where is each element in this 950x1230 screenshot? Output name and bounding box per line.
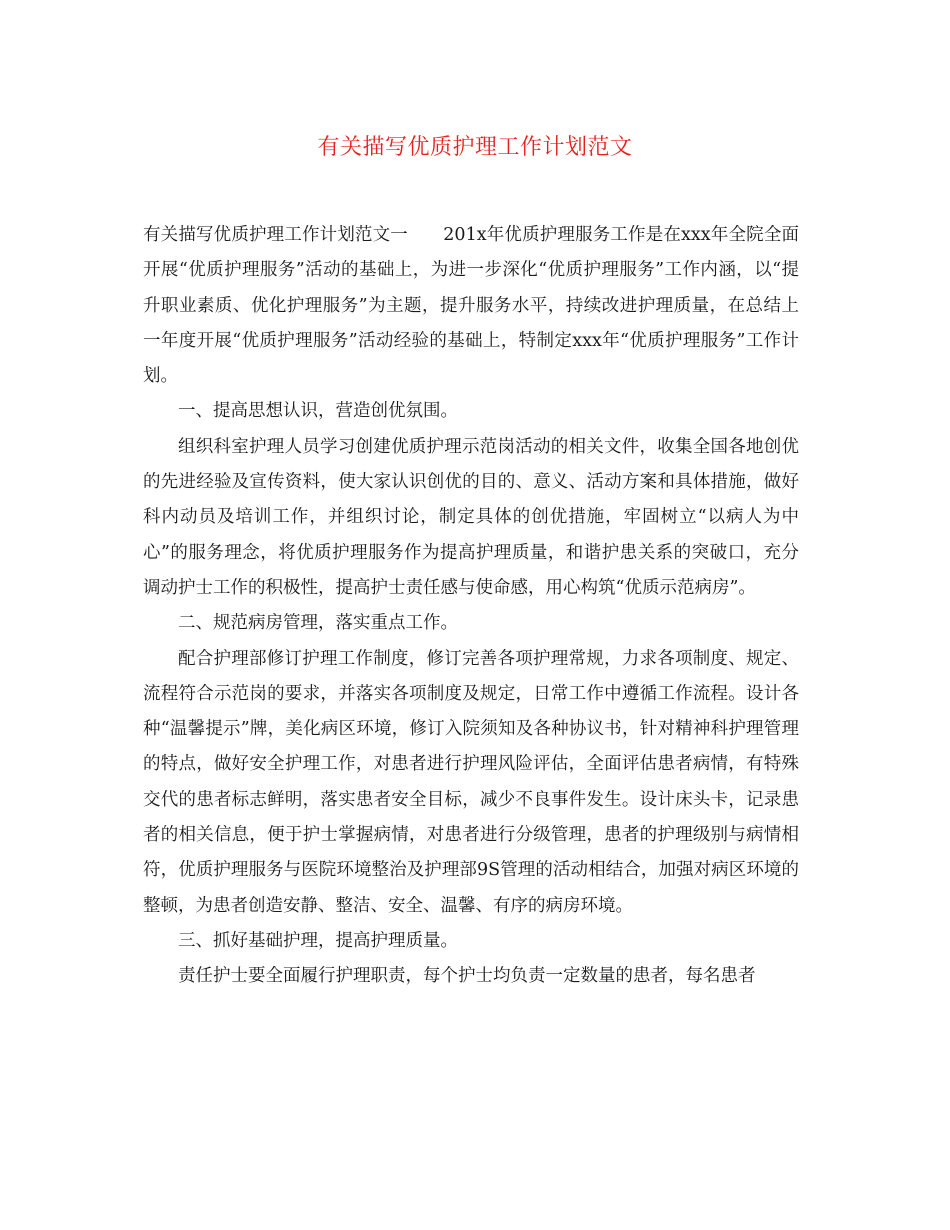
section-heading-2: 二、规范病房管理，落实重点工作。: [178, 613, 458, 634]
document-body: [143, 218, 799, 995]
section-heading-3: 三、抓好基础护理，提高护理质量。: [178, 930, 458, 951]
paragraph-intro: 有关描写优质护理工作计划范文一 201x年优质护理服务工作是在xxx年全院全面开展“优质护理服务”活动的基础上，为进一步深化“优质护理服务”工作内涵，以“提升职业素质、优化护理服务”为主题，提升服务水平，持续改进护理质量，在总结上一年度开展“优质护理服务”活动经验的基础上，特制定xxx年“优质护理服务”工作计划。: [143, 225, 799, 387]
paragraph-section-2: 配合护理部修订护理工作制度，修订完善各项护理常规，力求各项制度、规定、流程符合示范岗的要求，并落实各项制度及规定，日常工作中遵循工作流程。设计各种“温馨提示”牌，美化病区环境，修订入院须知及各种协议书，针对精神科护理管理的特点，做好安全护理工作，对患者进行护理风险评估，全面评估患者病情，有特殊交代的患者标志鲜明，落实患者安全目标，减少不良事件发生。设计床头卡，记录患者的相关信息，便于护士掌握病情，对患者进行分级管理，患者的护理级别与病情相符，优质护理服务与医院环境整治及护理部9S管理的活动相结合，加强对病区环境的整顿，为患者创造安静、整洁、安全、温馨、有序的病房环境。: [143, 648, 799, 916]
paragraph-section-3: 责任护士要全面履行护理职责，每个护士均负责一定数量的患者，每名患者: [178, 966, 756, 987]
paragraph-section-1: 组织科室护理人员学习创建优质护理示范岗活动的相关文件，收集全国各地创优的先进经验及宣传资料，使大家认识创优的目的、意义、活动方案和具体措施，做好科内动员及培训工作，并组织讨论，制定具体的创优措施，牢固树立“以病人为中心”的服务理念，将优质护理服务作为提高护理质量，和谐护患关系的突破口，充分调动护士工作的积极性，提高护士责任感与使命感，用心构筑“优质示范病房”。: [143, 436, 799, 598]
document-title: 有关描写优质护理工作计划范文: [317, 135, 633, 160]
section-heading-1: 一、提高思想认识，营造创优氛围。: [178, 401, 458, 422]
